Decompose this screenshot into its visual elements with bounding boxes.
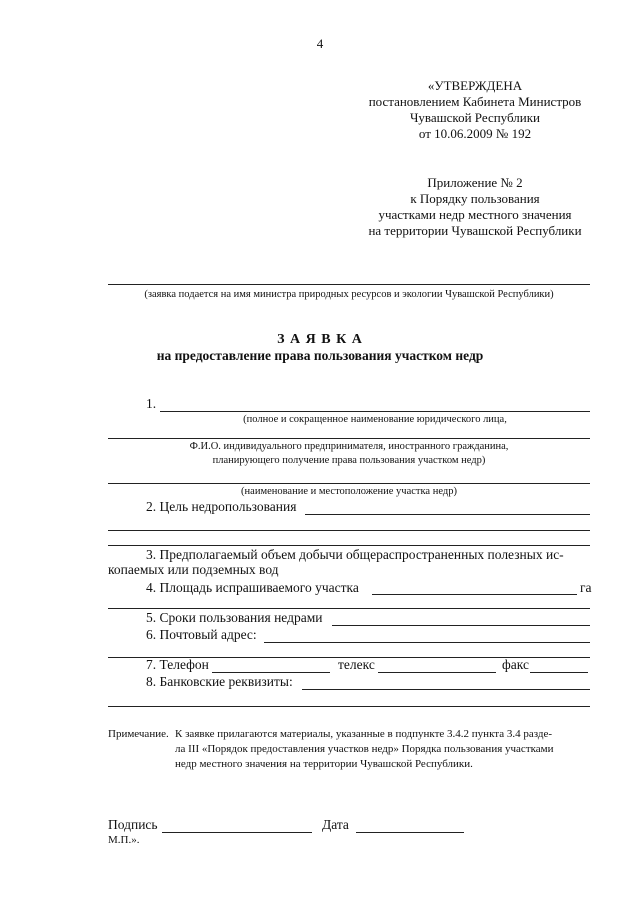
field-1-input-line[interactable] <box>160 411 590 412</box>
appendix-line: на территории Чувашской Республики <box>368 223 582 238</box>
appendix-line: к Порядку пользования <box>410 191 540 206</box>
field-2-input-line[interactable] <box>305 514 590 515</box>
form-title: З А Я В К А <box>277 332 363 347</box>
field-5-label: 5. Сроки пользования недрами <box>146 610 323 625</box>
field-8-input-line[interactable] <box>302 689 590 690</box>
date-input-line[interactable] <box>356 832 464 833</box>
approval-line: постановлением Кабинета Министров <box>368 94 582 109</box>
approval-line: Чувашской Республики <box>409 110 541 125</box>
fax-input-line[interactable] <box>530 672 588 673</box>
field-4-input-line[interactable] <box>108 608 590 609</box>
field-8-label: 8. Банковские реквизиты: <box>146 674 293 689</box>
note-line-2: ла III «Порядок предоставления участков недр» Порядка пользования участками <box>175 743 554 755</box>
field-1-input-line[interactable] <box>108 438 590 439</box>
field-6-input-line[interactable] <box>264 642 590 643</box>
field-5-input-line[interactable] <box>332 625 590 626</box>
field-3-label: 3. Предполагаемый объем добычи общераспространенных полезных ис- <box>146 547 564 562</box>
date-label: Дата <box>322 817 349 832</box>
field-7-telex-label: телекс <box>338 657 375 672</box>
approval-line: «УТВЕРЖДЕНА <box>427 78 523 93</box>
addressee-hint: (заявка подается на имя министра природных ресурсов и экологии Чувашской Республики) <box>144 289 554 300</box>
note-line-3: недр местного значения на территории Чувашской Республики. <box>175 758 473 770</box>
note-line-1: К заявке прилагаются материалы, указанные в подпункте 3.4.2 пункта 3.4 разде- <box>175 728 553 740</box>
page-number: 4 <box>316 36 324 51</box>
appendix-line: Приложение № 2 <box>427 175 523 190</box>
field-6-label: 6. Почтовый адрес: <box>146 627 257 642</box>
appendix-block <box>340 175 610 239</box>
field-2-label: 2. Цель недропользования <box>146 499 297 514</box>
note-label: Примечание. <box>108 728 169 740</box>
field-7-fax-label: факс <box>502 657 529 672</box>
form-subtitle: на предоставление права пользования участком недр <box>156 348 484 363</box>
field-8-input-line[interactable] <box>108 706 590 707</box>
field-1-number: 1. <box>146 396 157 411</box>
stamp-label: М.П.». <box>108 834 140 846</box>
signature-input-line[interactable] <box>162 832 312 833</box>
telex-input-line[interactable] <box>378 672 496 673</box>
addressee-line[interactable] <box>108 284 590 285</box>
field-1-hint-a: (полное и сокращенное наименование юридического лица, <box>243 414 507 425</box>
field-4-label: 4. Площадь испрашиваемого участка <box>146 580 359 595</box>
signature-label: Подпись <box>108 817 158 832</box>
phone-input-line[interactable] <box>212 672 330 673</box>
field-1-hint-d: (наименование и местоположение участка недр) <box>241 486 457 497</box>
field-2-input-line[interactable] <box>108 545 590 546</box>
approval-line: от 10.06.2009 № 192 <box>418 126 532 141</box>
field-4-input-line[interactable] <box>372 594 577 595</box>
field-3-label-cont: копаемых или подземных вод <box>108 562 279 577</box>
approval-block <box>340 78 610 142</box>
field-2-input-line[interactable] <box>108 530 590 531</box>
field-1-input-line[interactable] <box>108 483 590 484</box>
field-1-hint-b: Ф.И.О. индивидуального предпринимателя, иностранного гражданина, <box>189 441 509 452</box>
field-7-phone-label: 7. Телефон <box>146 657 209 672</box>
appendix-line: участками недр местного значения <box>378 207 572 222</box>
field-4-unit: га <box>580 580 592 595</box>
field-1-hint-c: планирующего получение права пользования участком недр) <box>212 455 486 466</box>
